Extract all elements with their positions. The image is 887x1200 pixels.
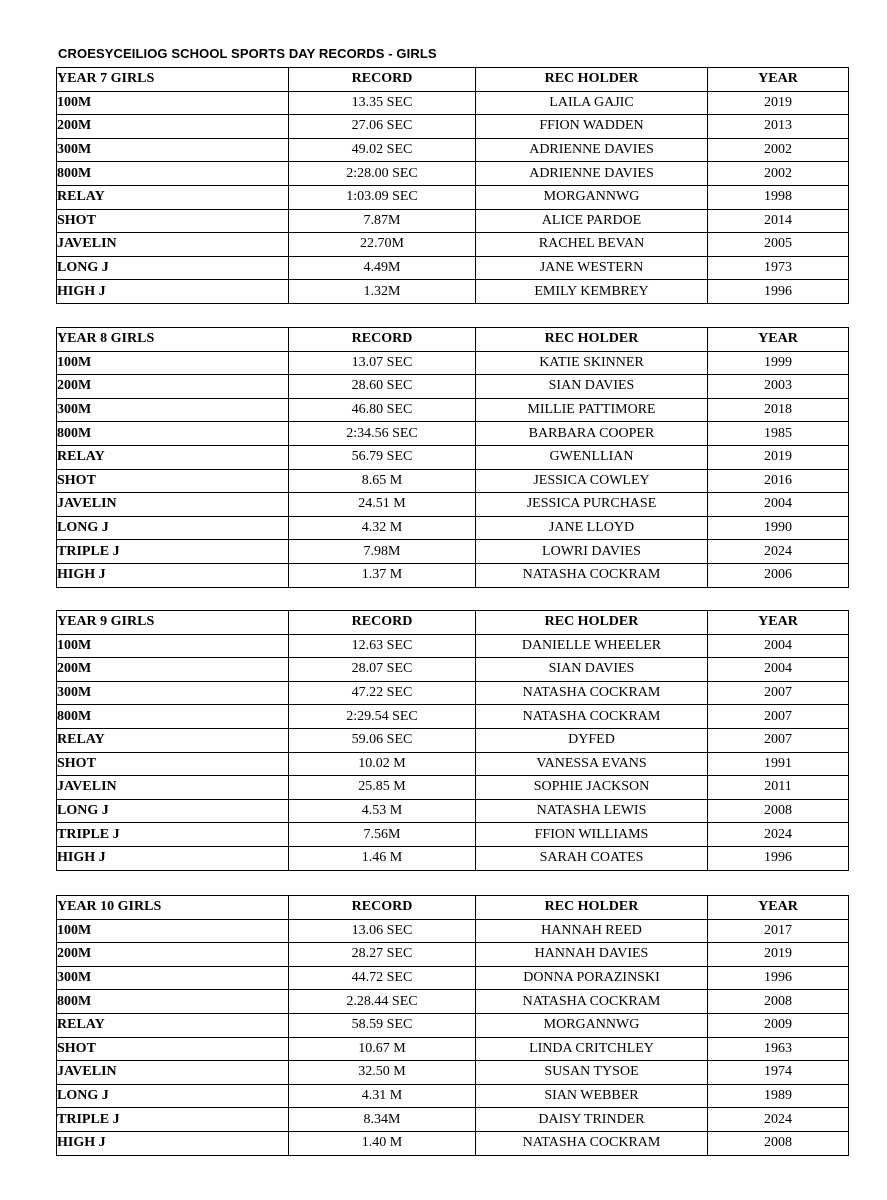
year-cell: 2008 [708, 990, 849, 1014]
record-cell: 10.02 M [289, 752, 476, 776]
record-column-header: RECORD [289, 611, 476, 635]
holder-cell: DAISY TRINDER [476, 1108, 708, 1132]
holder-cell: NATASHA COCKRAM [476, 990, 708, 1014]
holder-cell: MORGANNWG [476, 1013, 708, 1037]
table-row [57, 943, 849, 967]
year-cell: 1963 [708, 1037, 849, 1061]
year-9-records-table [56, 610, 849, 871]
table-row [57, 1131, 849, 1155]
event-cell: JAVELIN [57, 233, 289, 257]
holder-cell: JESSICA COWLEY [476, 469, 708, 493]
event-cell: 800M [57, 990, 289, 1014]
record-cell: 1.32M [289, 280, 476, 304]
year-cell: 2014 [708, 209, 849, 233]
record-cell: 46.80 SEC [289, 398, 476, 422]
holder-cell: NATASHA COCKRAM [476, 705, 708, 729]
record-cell: 2.28.44 SEC [289, 990, 476, 1014]
record-cell: 7.87M [289, 209, 476, 233]
year-cell: 2007 [708, 681, 849, 705]
year-column-header: YEAR [708, 896, 849, 920]
event-cell: LONG J [57, 256, 289, 280]
holder-cell: JANE WESTERN [476, 256, 708, 280]
event-cell: 100M [57, 351, 289, 375]
holder-cell: JESSICA PURCHASE [476, 493, 708, 517]
holder-cell: DONNA PORAZINSKI [476, 966, 708, 990]
year-cell: 2008 [708, 1131, 849, 1155]
event-cell: RELAY [57, 1013, 289, 1037]
event-cell: 200M [57, 943, 289, 967]
table-row [57, 91, 849, 115]
record-cell: 1.40 M [289, 1131, 476, 1155]
year-cell: 1996 [708, 280, 849, 304]
record-cell: 1.46 M [289, 846, 476, 870]
event-cell: HIGH J [57, 280, 289, 304]
holder-cell: SUSAN TYSOE [476, 1061, 708, 1085]
table-row [57, 422, 849, 446]
year-8-records-table [56, 327, 849, 588]
year-cell: 2024 [708, 540, 849, 564]
event-cell: TRIPLE J [57, 1108, 289, 1132]
table-row [57, 1037, 849, 1061]
table-row [57, 823, 849, 847]
holder-cell: VANESSA EVANS [476, 752, 708, 776]
table-row [57, 846, 849, 870]
holder-cell: NATASHA COCKRAM [476, 1131, 708, 1155]
event-cell: RELAY [57, 728, 289, 752]
holder-cell: MILLIE PATTIMORE [476, 398, 708, 422]
holder-column-header: REC HOLDER [476, 896, 708, 920]
year-7-records-table [56, 67, 849, 304]
table-row [57, 516, 849, 540]
event-cell: 800M [57, 422, 289, 446]
holder-cell: LOWRI DAVIES [476, 540, 708, 564]
holder-cell: NATASHA COCKRAM [476, 563, 708, 587]
record-cell: 13.06 SEC [289, 919, 476, 943]
event-cell: HIGH J [57, 846, 289, 870]
year-cell: 2002 [708, 162, 849, 186]
year-cell: 2004 [708, 658, 849, 682]
record-cell: 4.31 M [289, 1084, 476, 1108]
record-cell: 27.06 SEC [289, 115, 476, 139]
holder-cell: DANIELLE WHEELER [476, 634, 708, 658]
year-cell: 2019 [708, 943, 849, 967]
table-row [57, 966, 849, 990]
holder-cell: ADRIENNE DAVIES [476, 162, 708, 186]
event-cell: HIGH J [57, 563, 289, 587]
event-cell: LONG J [57, 1084, 289, 1108]
record-cell: 25.85 M [289, 776, 476, 800]
table-row [57, 185, 849, 209]
year-cell: 2024 [708, 823, 849, 847]
holder-cell: HANNAH REED [476, 919, 708, 943]
holder-cell: HANNAH DAVIES [476, 943, 708, 967]
table-row [57, 1108, 849, 1132]
table-row [57, 375, 849, 399]
record-cell: 2:29.54 SEC [289, 705, 476, 729]
table-row [57, 563, 849, 587]
record-cell: 4.32 M [289, 516, 476, 540]
holder-cell: SOPHIE JACKSON [476, 776, 708, 800]
record-column-header: RECORD [289, 328, 476, 352]
year-cell: 1999 [708, 351, 849, 375]
holder-cell: NATASHA LEWIS [476, 799, 708, 823]
year-10-records-table [56, 895, 849, 1156]
table-row [57, 919, 849, 943]
year-cell: 2016 [708, 469, 849, 493]
table-header-row [57, 896, 849, 920]
year-cell: 1985 [708, 422, 849, 446]
year-cell: 1998 [708, 185, 849, 209]
record-cell: 28.27 SEC [289, 943, 476, 967]
table-row [57, 493, 849, 517]
table-row [57, 469, 849, 493]
event-cell: JAVELIN [57, 1061, 289, 1085]
record-cell: 13.35 SEC [289, 91, 476, 115]
section-heading: YEAR 8 GIRLS [57, 328, 289, 352]
record-cell: 13.07 SEC [289, 351, 476, 375]
record-cell: 2:28.00 SEC [289, 162, 476, 186]
event-cell: JAVELIN [57, 776, 289, 800]
event-cell: 100M [57, 919, 289, 943]
year-cell: 2019 [708, 91, 849, 115]
holder-cell: BARBARA COOPER [476, 422, 708, 446]
table-header-row [57, 68, 849, 92]
year-cell: 2003 [708, 375, 849, 399]
section-heading: YEAR 7 GIRLS [57, 68, 289, 92]
year-cell: 2007 [708, 705, 849, 729]
event-cell: 200M [57, 115, 289, 139]
event-cell: 300M [57, 138, 289, 162]
holder-cell: MORGANNWG [476, 185, 708, 209]
record-cell: 4.49M [289, 256, 476, 280]
record-cell: 7.98M [289, 540, 476, 564]
table-row [57, 209, 849, 233]
event-cell: HIGH J [57, 1131, 289, 1155]
event-cell: SHOT [57, 209, 289, 233]
table-header-row [57, 611, 849, 635]
year-cell: 2013 [708, 115, 849, 139]
table-row [57, 280, 849, 304]
section-heading: YEAR 10 GIRLS [57, 896, 289, 920]
holder-cell: FFION WILLIAMS [476, 823, 708, 847]
year-cell: 2005 [708, 233, 849, 257]
holder-cell: ALICE PARDOE [476, 209, 708, 233]
table-row [57, 776, 849, 800]
holder-cell: SIAN DAVIES [476, 658, 708, 682]
table-row [57, 1084, 849, 1108]
section-heading: YEAR 9 GIRLS [57, 611, 289, 635]
holder-column-header: REC HOLDER [476, 611, 708, 635]
table-row [57, 138, 849, 162]
event-cell: SHOT [57, 752, 289, 776]
record-cell: 7.56M [289, 823, 476, 847]
holder-cell: RACHEL BEVAN [476, 233, 708, 257]
holder-cell: SARAH COATES [476, 846, 708, 870]
year-cell: 1973 [708, 256, 849, 280]
table-row [57, 658, 849, 682]
record-cell: 4.53 M [289, 799, 476, 823]
event-cell: 300M [57, 398, 289, 422]
table-row [57, 705, 849, 729]
year-cell: 2002 [708, 138, 849, 162]
holder-cell: EMILY KEMBREY [476, 280, 708, 304]
holder-cell: SIAN WEBBER [476, 1084, 708, 1108]
record-cell: 28.07 SEC [289, 658, 476, 682]
page-title: CROESYCEILIOG SCHOOL SPORTS DAY RECORDS - GIRLS [58, 46, 437, 61]
table-header-row [57, 328, 849, 352]
record-cell: 8.65 M [289, 469, 476, 493]
table-row [57, 351, 849, 375]
table-row [57, 799, 849, 823]
year-cell: 1974 [708, 1061, 849, 1085]
year-cell: 1990 [708, 516, 849, 540]
holder-column-header: REC HOLDER [476, 328, 708, 352]
year-cell: 2009 [708, 1013, 849, 1037]
holder-cell: KATIE SKINNER [476, 351, 708, 375]
year-cell: 1991 [708, 752, 849, 776]
event-cell: SHOT [57, 469, 289, 493]
record-cell: 28.60 SEC [289, 375, 476, 399]
table-row [57, 728, 849, 752]
event-cell: TRIPLE J [57, 823, 289, 847]
record-column-header: RECORD [289, 896, 476, 920]
year-cell: 1996 [708, 966, 849, 990]
table-row [57, 990, 849, 1014]
holder-column-header: REC HOLDER [476, 68, 708, 92]
table-row [57, 1013, 849, 1037]
holder-cell: NATASHA COCKRAM [476, 681, 708, 705]
event-cell: SHOT [57, 1037, 289, 1061]
table-row [57, 115, 849, 139]
event-cell: 300M [57, 966, 289, 990]
event-cell: TRIPLE J [57, 540, 289, 564]
year-cell: 2017 [708, 919, 849, 943]
table-row [57, 540, 849, 564]
holder-cell: SIAN DAVIES [476, 375, 708, 399]
event-cell: LONG J [57, 799, 289, 823]
table-row [57, 445, 849, 469]
record-column-header: RECORD [289, 68, 476, 92]
event-cell: 100M [57, 634, 289, 658]
holder-cell: ADRIENNE DAVIES [476, 138, 708, 162]
event-cell: 800M [57, 705, 289, 729]
year-column-header: YEAR [708, 611, 849, 635]
year-column-header: YEAR [708, 328, 849, 352]
record-cell: 59.06 SEC [289, 728, 476, 752]
year-cell: 2004 [708, 634, 849, 658]
record-cell: 8.34M [289, 1108, 476, 1132]
table-row [57, 256, 849, 280]
record-cell: 24.51 M [289, 493, 476, 517]
table-row [57, 752, 849, 776]
holder-cell: DYFED [476, 728, 708, 752]
table-row [57, 233, 849, 257]
year-cell: 2011 [708, 776, 849, 800]
table-row [57, 681, 849, 705]
record-cell: 2:34.56 SEC [289, 422, 476, 446]
holder-cell: LAILA GAJIC [476, 91, 708, 115]
record-cell: 47.22 SEC [289, 681, 476, 705]
table-row [57, 162, 849, 186]
record-cell: 58.59 SEC [289, 1013, 476, 1037]
holder-cell: LINDA CRITCHLEY [476, 1037, 708, 1061]
year-cell: 1996 [708, 846, 849, 870]
record-cell: 10.67 M [289, 1037, 476, 1061]
record-cell: 44.72 SEC [289, 966, 476, 990]
record-cell: 49.02 SEC [289, 138, 476, 162]
record-cell: 22.70M [289, 233, 476, 257]
record-cell: 1:03.09 SEC [289, 185, 476, 209]
year-cell: 2018 [708, 398, 849, 422]
event-cell: 100M [57, 91, 289, 115]
year-cell: 2008 [708, 799, 849, 823]
year-column-header: YEAR [708, 68, 849, 92]
event-cell: LONG J [57, 516, 289, 540]
table-row [57, 398, 849, 422]
year-cell: 2006 [708, 563, 849, 587]
record-cell: 56.79 SEC [289, 445, 476, 469]
table-row [57, 1061, 849, 1085]
holder-cell: FFION WADDEN [476, 115, 708, 139]
holder-cell: GWENLLIAN [476, 445, 708, 469]
year-cell: 2004 [708, 493, 849, 517]
record-cell: 1.37 M [289, 563, 476, 587]
record-cell: 32.50 M [289, 1061, 476, 1085]
year-cell: 1989 [708, 1084, 849, 1108]
year-cell: 2007 [708, 728, 849, 752]
event-cell: JAVELIN [57, 493, 289, 517]
event-cell: RELAY [57, 445, 289, 469]
event-cell: 200M [57, 658, 289, 682]
holder-cell: JANE LLOYD [476, 516, 708, 540]
year-cell: 2024 [708, 1108, 849, 1132]
event-cell: 800M [57, 162, 289, 186]
event-cell: 300M [57, 681, 289, 705]
record-cell: 12.63 SEC [289, 634, 476, 658]
table-row [57, 634, 849, 658]
event-cell: 200M [57, 375, 289, 399]
year-cell: 2019 [708, 445, 849, 469]
event-cell: RELAY [57, 185, 289, 209]
